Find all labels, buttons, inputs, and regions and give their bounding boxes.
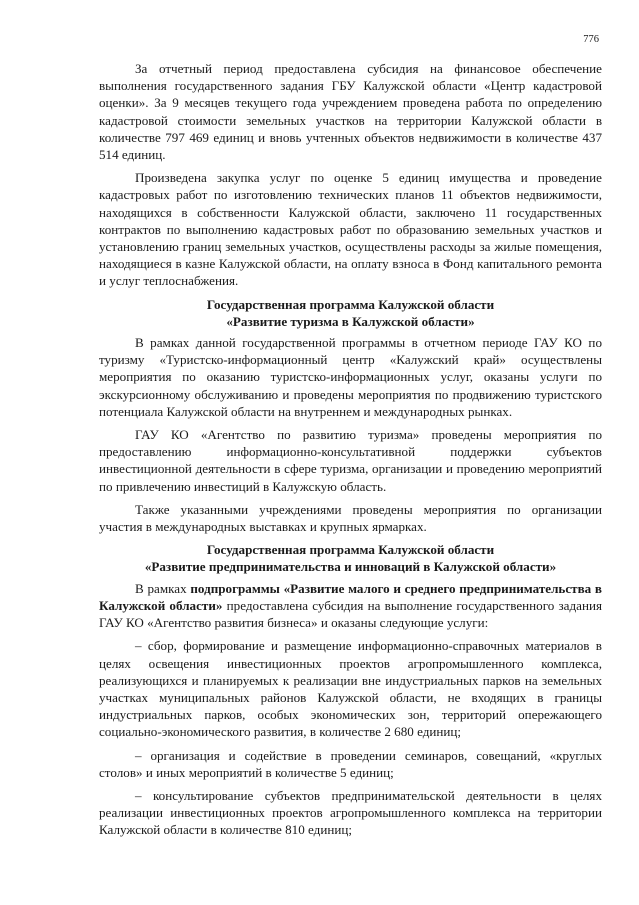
- paragraph-exhibitions: Также указанными учреждениями проведены мероприятия по организации участия в международных выставках и крупных ярмарках.: [99, 501, 602, 535]
- paragraph-tourism-center: В рамках данной государственной программы в отчетном периоде ГАУ КО по туризму «Туристско-информационный центр «Калужский край» осуществлены мероприятия по оказанию туристско-информационных услуг, оказаны услуги по экскурсионному обслуживанию и проведены мероприятия по продвижению туристского потенциала Калужской области на внутреннем и международных рынках.: [99, 335, 602, 419]
- subprogram-lead: В рамках: [135, 580, 191, 596]
- paragraph-cadastral-valuation: За отчетный период предоставлена субсидия на финансовое обеспечение выполнения государственного задания ГБУ Калужской области «Центр кадастровой оценки». За 9 месяцев текущего года учреждением проведена работа по определению кадастровой стоимости земельных участков на территории Калужской области в количестве 797 469 единиц и вновь учтенных объектов недвижимости в количестве 437 514 единиц.: [99, 61, 602, 163]
- heading-line: Государственная программа Калужской области: [206, 296, 495, 312]
- list-item: – организация и содействие в проведении семинаров, совещаний, «круглых столов» и иных мероприятий в количестве 5 единиц;: [99, 747, 602, 780]
- page-number: 776: [583, 34, 599, 45]
- subprogram-title: подпрограммы «Развитие малого и среднего предпринимательства в Калужской области»: [99, 580, 603, 613]
- list-item: – сбор, формирование и размещение информационно-справочных материалов в целях освещения инвестиционных проектов агропромышленного комплекса, реализующихся и планируемых к реализации вне индустриальных парков на земельных участках муниципальных районов Калужской области, не входящих в границы индустриальных парков, особых экономических зон, территорий опережающего социально-экономического развития, в количестве 2 680 единиц;: [99, 638, 602, 740]
- list-item: – консультирование субъектов предпринимательской деятельности в целях реализации инвестиционных проектов агропромышленного комплекса на территории Калужской области в количестве 810 единиц;: [99, 787, 602, 838]
- subprogram-tail: предоставлена субсидия на выполнение государственного задания ГАУ КО «Агентство развития бизнеса» и оказаны следующие услуги:: [99, 597, 602, 631]
- paragraph-tourism-agency: ГАУ КО «Агентство по развитию туризма» проведены мероприятия по предоставлению информационно-консультативной поддержки субъектов инвестиционной деятельности в сфере туризма, организации и проведению мероприятий по привлечению инвестиций в Калужскую область.: [99, 427, 602, 494]
- paragraph-procurement: Произведена закупка услуг по оценке 5 единиц имущества и проведение кадастровых работ по изготовлению технических планов 11 объектов недвижимости, находящихся в собственности Калужской области, заключено 11 государственных контрактов по выполнению кадастровых работ по образованию земельных участков и установлению границ земельных участков, осуществлены расходы за жилые помещения, находящиеся в казне Калужской области, на оплату взноса в Фонд капитального ремонта и услуг теплоснабжения.: [99, 170, 602, 289]
- paragraph-subprogram: [99, 580, 602, 632]
- heading-line: Государственная программа Калужской области: [206, 542, 495, 558]
- section-heading-entrepreneurship: [99, 541, 602, 575]
- heading-line: «Развитие туризма в Калужской области»: [226, 313, 475, 329]
- heading-line: «Развитие предпринимательства и инноваций в Калужской области»: [144, 559, 557, 575]
- section-heading-tourism: [99, 296, 602, 330]
- document-body: [99, 60, 602, 845]
